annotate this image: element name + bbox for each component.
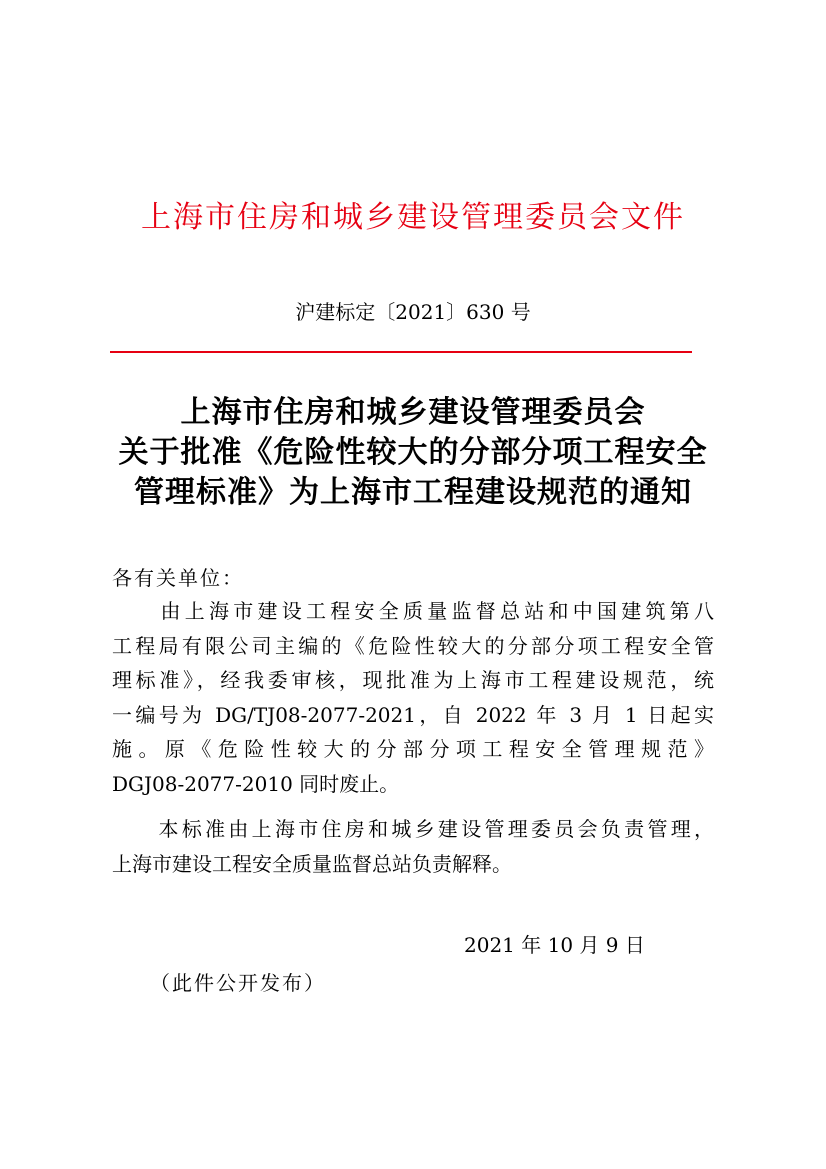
title-line-3: 管理标准》为上海市工程建设规范的通知 [134,475,692,510]
body-paragraph-2 [112,812,714,881]
paragraph-line: 一编号为 DG/TJ08-2077-2021，自 2022 年 3 月 1 日起实 [112,702,714,727]
paragraph-line: 由上海市建设工程安全质量监督总站和中国建筑第八 [112,599,714,623]
paragraph-line: 本标准由上海市住房和城乡建设管理委员会负责管理， [112,817,714,841]
paragraph-line: 工程局有限公司主编的《危险性较大的分部分项工程安全管 [112,633,714,658]
publish-note: （此件公开发布） [150,971,326,995]
paragraph-line: 理标准》，经我委审核，现批准为上海市工程建设规范，统 [112,668,714,692]
document-number: 沪建标定〔2021〕630 号 [295,300,531,324]
title-line-2: 关于批准《危险性较大的分部分项工程安全 [118,435,708,470]
paragraph-line: DGJ08-2077-2010 同时废止。 [112,771,400,796]
red-divider-line [110,351,692,353]
issue-date: 2021 年 10 月 9 日 [464,933,645,957]
masthead-title: 上海市住房和城乡建设管理委员会文件 [141,200,685,235]
paragraph-line: 上海市建设工程安全质量监督总站负责解释。 [112,851,512,876]
title-line-1: 上海市住房和城乡建设管理委员会 [180,395,646,430]
paragraph-line: 施。原《危险性较大的分部分项工程安全管理规范》 [112,737,714,761]
salutation: 各有关单位： [112,566,244,590]
body-paragraph-1 [112,594,714,801]
notice-title [60,393,766,513]
